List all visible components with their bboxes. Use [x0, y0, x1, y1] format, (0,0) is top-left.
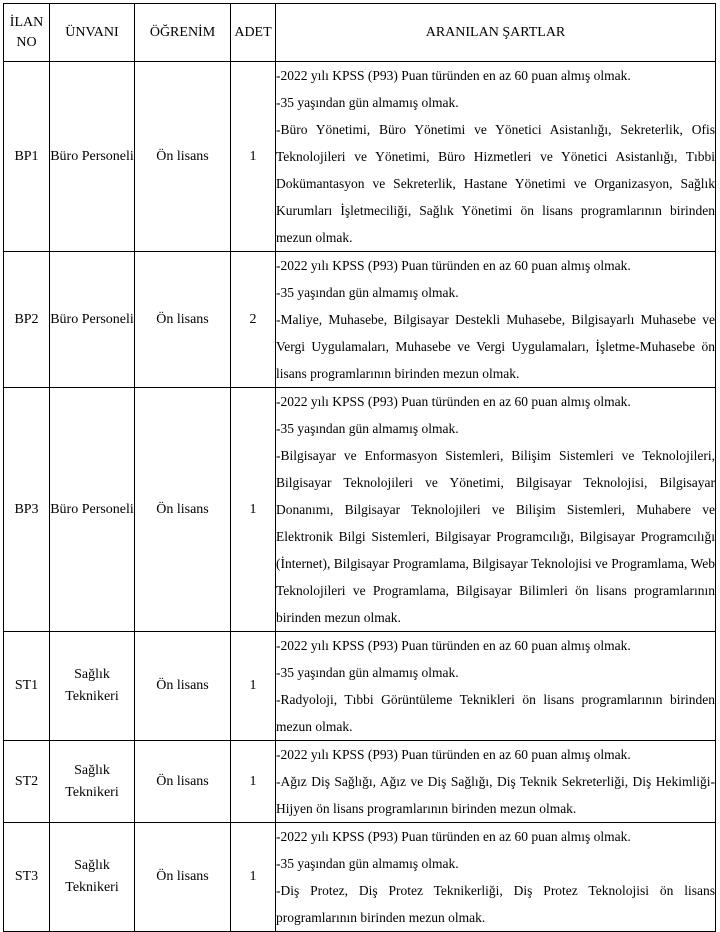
header-ilan-no: İLAN NO: [4, 4, 50, 62]
header-aranilan-sartlar: ARANILAN ŞARTLAR: [276, 4, 716, 62]
cell-ogrenim: Ön lisans: [135, 62, 231, 252]
cell-sartlar: [276, 252, 716, 388]
cell-adet: 1: [231, 741, 276, 823]
cell-ilan-no: ST3: [4, 823, 50, 932]
table-row: [4, 823, 716, 932]
table-row: [4, 62, 716, 252]
job-listing-table: [3, 3, 716, 932]
requirement-line: -2022 yılı KPSS (P93) Puan türünden en az 60 puan almış olmak.: [276, 258, 631, 273]
cell-sartlar: [276, 741, 716, 823]
cell-ogrenim: Ön lisans: [135, 252, 231, 388]
cell-sartlar: [276, 823, 716, 932]
requirement-line: -2022 yılı KPSS (P93) Puan türünden en az 60 puan almış olmak.: [276, 638, 631, 653]
cell-sartlar: [276, 62, 716, 252]
header-adet: ADET: [231, 4, 276, 62]
requirement-line: -35 yaşından gün almamış olmak.: [276, 421, 459, 436]
requirement-line: -Radyoloji, Tıbbi Görüntüleme Teknikleri ön lisans programlarının birinden mezun olmak.: [276, 692, 715, 734]
requirement-line: -2022 yılı KPSS (P93) Puan türünden en az 60 puan almış olmak.: [276, 747, 631, 762]
cell-unvan: Sağlık Teknikeri: [50, 823, 135, 932]
table-row: [4, 388, 716, 632]
cell-unvan: Büro Personeli: [50, 388, 135, 632]
requirement-line: -35 yaşından gün almamış olmak.: [276, 285, 459, 300]
requirement-line: -Maliye, Muhasebe, Bilgisayar Destekli Muhasebe, Bilgisayarlı Muhasebe ve Vergi Uygulamaları, Muhasebe ve Vergi Uygulamaları, İşletme-Muhasebe ön lisans programlarının birinden mezun olmak.: [276, 312, 715, 381]
cell-ilan-no: BP3: [4, 388, 50, 632]
cell-adet: 2: [231, 252, 276, 388]
header-unvani: ÜNVANI: [50, 4, 135, 62]
cell-unvan: Büro Personeli: [50, 62, 135, 252]
cell-sartlar: [276, 388, 716, 632]
cell-ogrenim: Ön lisans: [135, 388, 231, 632]
requirement-line: -Diş Protez, Diş Protez Teknikerliği, Diş Protez Teknolojisi ön lisans programlarının birinden mezun olmak.: [276, 883, 715, 925]
cell-adet: 1: [231, 632, 276, 741]
cell-ilan-no: BP2: [4, 252, 50, 388]
cell-adet: 1: [231, 388, 276, 632]
requirement-line: -35 yaşından gün almamış olmak.: [276, 856, 459, 871]
cell-ogrenim: Ön lisans: [135, 632, 231, 741]
cell-unvan: Sağlık Teknikeri: [50, 741, 135, 823]
table-row: [4, 741, 716, 823]
requirement-line: -Ağız Diş Sağlığı, Ağız ve Diş Sağlığı, Diş Teknik Sekreterliği, Diş Hekimliği-Hijyen ön lisans programlarının birinden mezun olmak.: [276, 774, 715, 816]
table-row: [4, 252, 716, 388]
cell-ilan-no: ST1: [4, 632, 50, 741]
cell-ilan-no: BP1: [4, 62, 50, 252]
cell-adet: 1: [231, 62, 276, 252]
table-row: [4, 632, 716, 741]
requirement-line: -35 yaşından gün almamış olmak.: [276, 665, 459, 680]
header-row: [4, 4, 716, 62]
requirement-line: -2022 yılı KPSS (P93) Puan türünden en az 60 puan almış olmak.: [276, 394, 631, 409]
cell-adet: 1: [231, 823, 276, 932]
cell-ogrenim: Ön lisans: [135, 823, 231, 932]
cell-ilan-no: ST2: [4, 741, 50, 823]
cell-ogrenim: Ön lisans: [135, 741, 231, 823]
requirement-line: -2022 yılı KPSS (P93) Puan türünden en az 60 puan almış olmak.: [276, 68, 631, 83]
cell-unvan: Sağlık Teknikeri: [50, 632, 135, 741]
requirement-line: -2022 yılı KPSS (P93) Puan türünden en az 60 puan almış olmak.: [276, 829, 631, 844]
cell-sartlar: [276, 632, 716, 741]
requirement-line: -Büro Yönetimi, Büro Yönetimi ve Yönetici Asistanlığı, Sekreterlik, Ofis Teknolojileri ve Yönetimi, Büro Hizmetleri ve Yönetici Asistanlığı, Tıbbi Dokümantasyon ve Sekreterlik, Hastane Yönetimi ve Organizasyon, Sağlık Kurumları İşletmeciliği, Sağlık Yönetimi ön lisans programlarının birinden mezun olmak.: [276, 122, 715, 245]
requirement-line: -35 yaşından gün almamış olmak.: [276, 95, 459, 110]
cell-unvan: Büro Personeli: [50, 252, 135, 388]
header-ogrenim: ÖĞRENİM: [135, 4, 231, 62]
requirement-line: -Bilgisayar ve Enformasyon Sistemleri, Bilişim Sistemleri ve Teknolojileri, Bilgisayar Teknolojileri ve Yönetimi, Bilgisayar Teknolojisi, Bilgisayar Donanımı, Bilgisayar Teknolojileri ve Bilişim Sistemleri, Muhabere ve Elektronik Bilgi Sistemleri, Bilgisayar Programcılığı, Bilgisayar Programcılığı (İnternet), Bilgisayar Programlama, Bilgisayar Teknolojisi ve Programlama, Web Teknolojileri ve Programlama, Bilgisayar Bilimleri ön lisans programlarının birinden mezun olmak.: [276, 448, 715, 625]
